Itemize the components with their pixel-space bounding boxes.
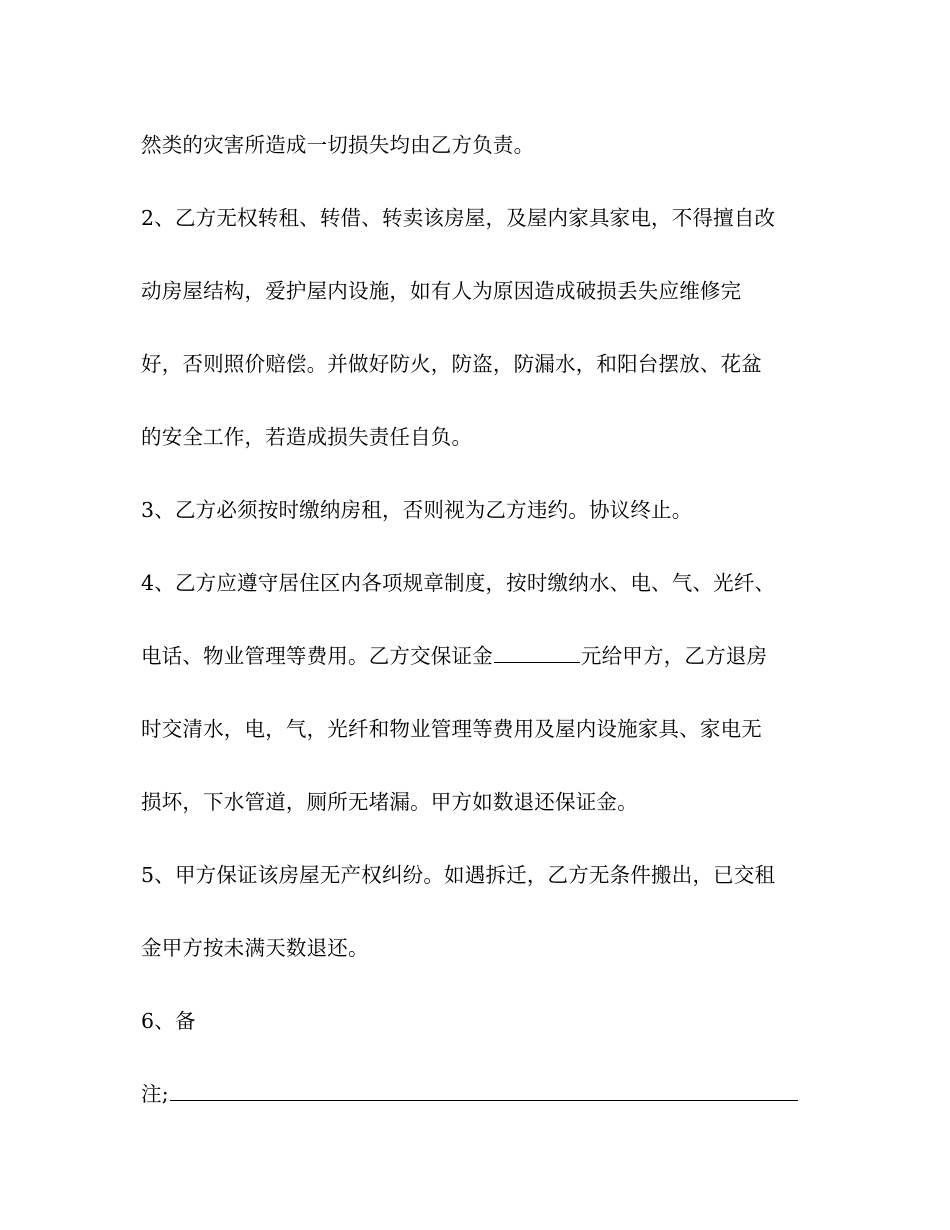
text-line-1: 然类的灾害所造成一切损失均由乙方负责。 [141, 133, 535, 157]
text-line-12: 金甲方按未满天数退还。 [141, 936, 369, 960]
text-line-3: 动房屋结构，爱护屋内设施，如有人为原因造成破损丢失应维修完 [141, 279, 742, 303]
text-line-13: 6、备 [141, 1009, 196, 1033]
text-line-6: 3、乙方必须按时缴纳房租，否则视为乙方违约。协议终止。 [141, 498, 693, 522]
text-line-2: 2、乙方无权转租、转借、转卖该房屋，及屋内家具家电，不得擅自改 [141, 206, 776, 230]
remark-line [141, 1080, 799, 1108]
text-line-9: 时交清水，电，气，光纤和物业管理等费用及屋内设施家具、家电无 [141, 717, 762, 741]
deposit-amount-blank [494, 642, 580, 663]
deposit-line [141, 642, 767, 670]
text-line-7: 4、乙方应遵守居住区内各项规章制度，按时缴纳水、电、气、光纤、 [141, 571, 776, 595]
deposit-text-before: 电话、物业管理等费用。乙方交保证金 [141, 644, 493, 668]
remark-blank [170, 1080, 798, 1101]
deposit-text-after: 元给甲方，乙方退房 [580, 644, 768, 668]
text-line-11: 5、甲方保证该房屋无产权纠纷。如遇拆迁，乙方无条件搬出，已交租 [141, 863, 776, 887]
text-line-4: 好，否则照价赔偿。并做好防火，防盗，防漏水，和阳台摆放、花盆 [141, 352, 762, 376]
text-line-5: 的安全工作，若造成损失责任自负。 [141, 425, 473, 449]
text-line-10: 损坏，下水管道，厕所无堵漏。甲方如数退还保证金。 [141, 790, 638, 814]
remark-label: 注; [141, 1082, 169, 1106]
